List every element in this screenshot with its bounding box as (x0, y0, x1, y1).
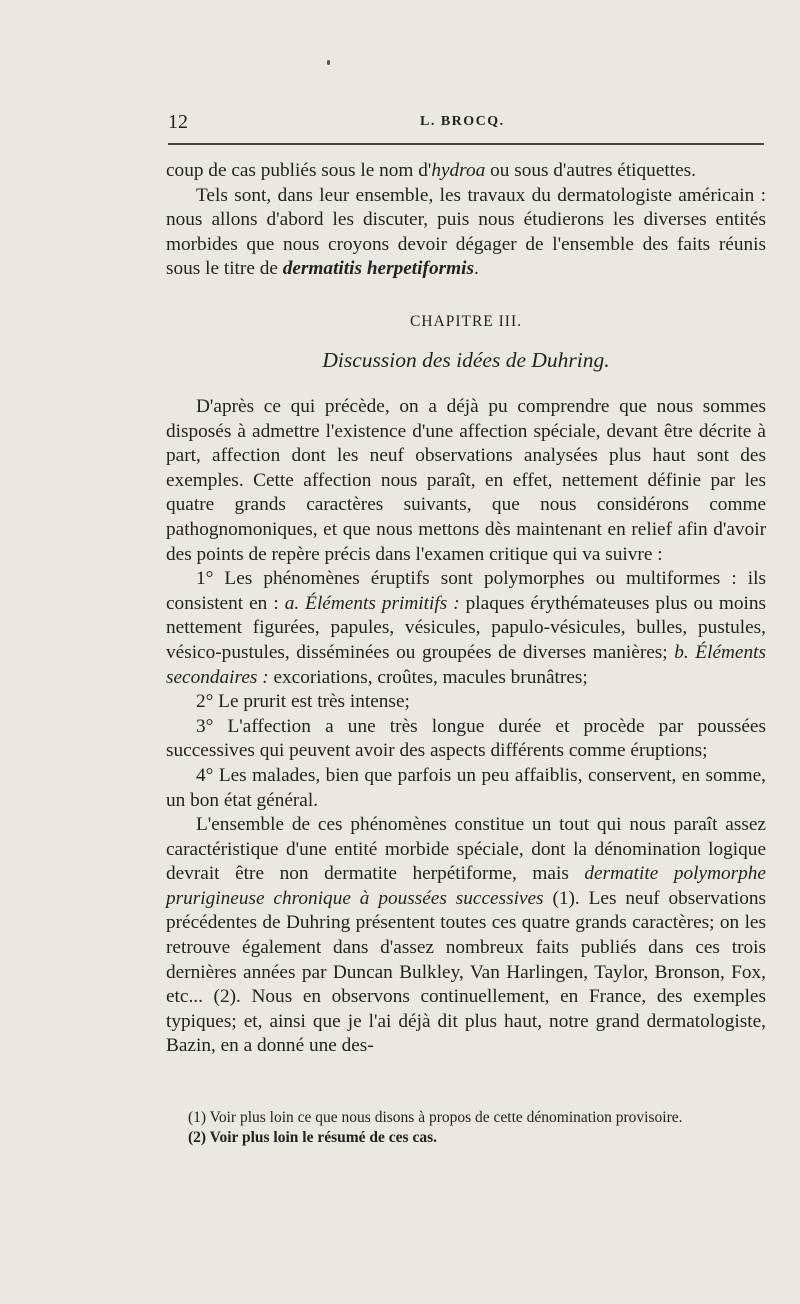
footnote-1: (1) Voir plus loin ce que nous disons à propos de cette dénomination provisoire. (188, 1109, 683, 1126)
page-number: 12 (168, 111, 188, 133)
hydroa-term: hydroa (431, 160, 486, 181)
item-3: 3° L'affection a une très longue durée et procède par poussées successives qui peuvent avoir des aspects différents comme éruptions; (166, 715, 766, 762)
intro-text (166, 159, 766, 282)
footnotes (166, 1108, 766, 1148)
ink-speck (327, 60, 330, 65)
chapter-body (166, 395, 766, 1059)
secondary-elements-label: b. Éléments secondaires : (166, 641, 766, 688)
body-paragraph-2: L'ensemble de ces phénomènes constitue un tout qui nous paraît assez caractéristique d'une entité morbide spéciale, dont la dénomination logique devrait être non dermatite herpétiforme, mais dermatite polymorphe prurigineuse chronique à poussées successives (1). Les neuf observations précédentes de Duhring présentent toutes ces quatre grands caractères; on les retrouve également dans d'assez nombreux faits publiés dans ces trois dernières années par Duncan Bulkley, Van Harlingen, Taylor, Bronson, Fox, etc... (2). Nous en observons continuellement, en France, des exemples typiques; et, ainsi que je l'ai déjà dit plus haut, notre grand dermatologiste, Bazin, en a donné une des- (166, 814, 766, 1057)
item-1: 1° Les phénomènes éruptifs sont polymorphes ou multiformes : ils consistent en : a. Éléments primitifs : plaques érythémateuses plus ou moins nettement figurées, papules, vésicules, papulo-vésicules, bulles, pustules, vésico-pustules, disséminées ou groupées de diverses manières; b. Éléments secondaires : excoriations, croûtes, macules brunâtres; (166, 568, 766, 688)
item-2: 2° Le prurit est très intense; (196, 691, 410, 713)
polymorphic-term: dermatite polymorphe prurigineuse chronique à poussées successives (166, 863, 766, 909)
chapter-title: Discussion des idées de Duhring. (322, 348, 610, 372)
body-paragraph-1: D'après ce qui précède, on a déjà pu comprendre que nous sommes disposés à admettre l'existence d'une affection spéciale, devant être décrite à part, affection dont les neuf observations analysées plus haut sont des exemples. Cette affection nous paraît, en effet, nettement définie par les quatre grands caractères suivants, que nous considérons comme pathognomoniques, et que nous mettons dès maintenant en relief afin d'avoir des points de repère précis dans l'examen critique qui va suivre : (166, 396, 766, 565)
primary-elements-label: a. Éléments primitifs : (284, 592, 460, 614)
intro-paragraph: Tels sont, dans leur ensemble, les travaux du dermatologiste américain : nous allons d'abord les discuter, puis nous étudierons les diverses entités morbides que nous croyons devoir dégager de l'ensemble des faits réunis sous le titre de dermatitis herpetiformis. (166, 184, 766, 280)
dermatitis-term: dermatitis herpetiformis (282, 258, 474, 280)
page-header (166, 111, 766, 135)
item-4: 4° Les malades, bien que parfois un peu affaiblis, conservent, en somme, un bon état général. (166, 764, 766, 811)
footnote-2: (2) Voir plus loin le résumé de ces cas. (188, 1129, 437, 1146)
running-title: L. BROCQ. (420, 114, 505, 129)
chapter-label: CHAPITRE III. (409, 313, 523, 330)
intro-line: coup de cas publiés sous le nom d'hydroa ou sous d'autres étiquettes. (166, 160, 696, 181)
header-rule (168, 143, 764, 145)
